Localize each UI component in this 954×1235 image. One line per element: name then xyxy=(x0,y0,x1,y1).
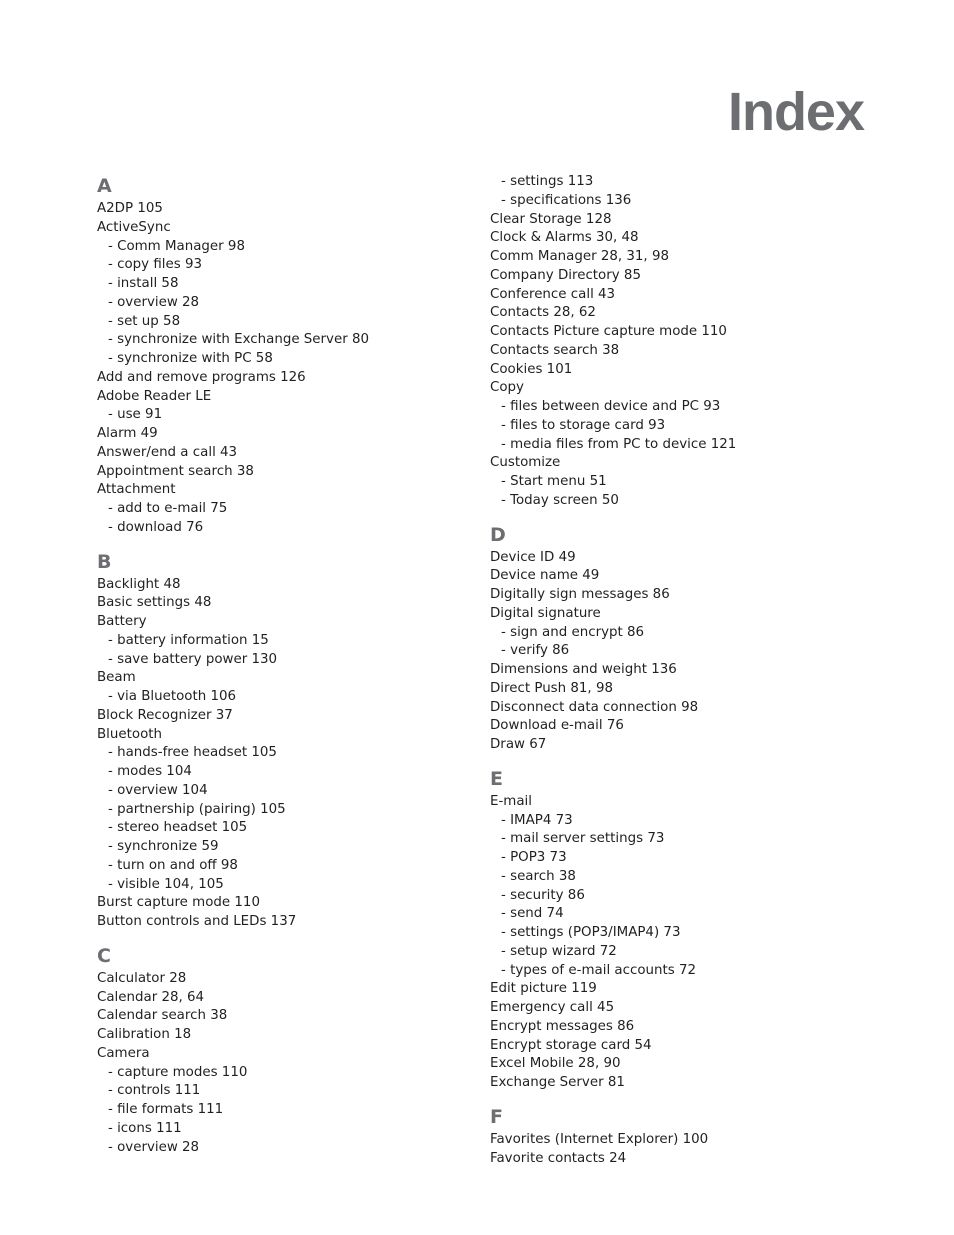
index-entry: Beam xyxy=(97,670,136,686)
index-subentry: - POP3 73 xyxy=(501,850,567,865)
index-entry: A2DP 105 xyxy=(97,201,163,216)
index-subentry: - modes 104 xyxy=(108,764,192,779)
index-entry: Contacts Picture capture mode 110 xyxy=(490,324,727,339)
index-subentry: - settings (POP3/IMAP4) 73 xyxy=(501,925,681,940)
index-section xyxy=(97,173,497,538)
index-entry: Company Directory 85 xyxy=(490,267,641,283)
index-subentry: - hands-free headset 105 xyxy=(108,745,277,761)
index-subentry: - settings 113 xyxy=(501,174,594,189)
index-entry: Digitally sign messages 86 xyxy=(490,587,670,602)
index-subentry: - overview 104 xyxy=(108,782,208,798)
index-subentry: - set up 58 xyxy=(108,313,181,329)
index-section xyxy=(97,943,497,1158)
index-subentry: - Today screen 50 xyxy=(501,492,619,508)
index-subentry: - install 58 xyxy=(108,276,179,291)
section-letter-heading: C xyxy=(97,944,111,967)
index-subentry: - Comm Manager 98 xyxy=(108,238,245,254)
page-title: Index xyxy=(727,82,864,142)
index-column-left xyxy=(97,173,497,1157)
index-section xyxy=(97,549,497,932)
index-entry: Digital signature xyxy=(490,605,601,621)
index-subentry: - sign and encrypt 86 xyxy=(501,624,645,640)
index-entry: ActiveSync xyxy=(97,219,171,235)
index-entry: Calibration 18 xyxy=(97,1027,192,1042)
index-subentry: - via Bluetooth 106 xyxy=(108,689,237,704)
index-subentry: - download 76 xyxy=(108,519,204,535)
index-entry: Copy xyxy=(490,380,524,396)
section-letter-heading: D xyxy=(490,523,506,546)
index-entry: Contacts search 38 xyxy=(490,342,620,358)
index-entry: Comm Manager 28, 31, 98 xyxy=(490,249,669,264)
index-entry: Direct Push 81, 98 xyxy=(490,680,613,696)
index-entry: Battery xyxy=(97,614,147,629)
index-subentry: - battery information 15 xyxy=(108,632,269,648)
index-subentry: - icons 111 xyxy=(108,1120,182,1136)
index-subentry: - synchronize with PC 58 xyxy=(108,351,273,366)
index-subentry: - stereo headset 105 xyxy=(108,820,248,836)
index-subentry: - media files from PC to device 121 xyxy=(501,436,737,452)
index-entry: Emergency call 45 xyxy=(490,1000,615,1015)
index-subentry: - synchronize 59 xyxy=(108,839,219,854)
index-entry: Favorite contacts 24 xyxy=(490,1150,627,1166)
index-entry: Bluetooth xyxy=(97,726,163,742)
index-subentry: - turn on and off 98 xyxy=(108,857,238,873)
index-subentry: - copy files 93 xyxy=(108,257,202,273)
index-subentry: - IMAP4 73 xyxy=(501,812,573,828)
index-subentry: - Start menu 51 xyxy=(501,474,607,489)
index-entry: Button controls and LEDs 137 xyxy=(97,914,297,929)
index-entry: Camera xyxy=(97,1045,150,1061)
index-subentry: - send 74 xyxy=(501,906,564,922)
index-entry: Device name 49 xyxy=(490,568,600,584)
index-entry: Add and remove programs 126 xyxy=(97,369,306,385)
index-subentry: - controls 111 xyxy=(108,1083,201,1099)
index-entry: Conference call 43 xyxy=(490,286,616,302)
index-entry: Customize xyxy=(490,455,561,471)
index-entry: Backlight 48 xyxy=(97,576,181,592)
index-subentry: - partnership (pairing) 105 xyxy=(108,801,286,817)
index-subentry: - use 91 xyxy=(108,407,163,423)
index-entry: Draw 67 xyxy=(490,737,547,752)
index-subentry: - files between device and PC 93 xyxy=(501,399,721,414)
index-subentry: - specifications 136 xyxy=(501,192,632,208)
index-subentry: - visible 104, 105 xyxy=(108,876,224,892)
index-entry: Contacts 28, 62 xyxy=(490,305,596,321)
index-subentry: - add to e-mail 75 xyxy=(108,501,228,516)
index-entry: Encrypt messages 86 xyxy=(490,1018,635,1034)
section-letter-heading: B xyxy=(97,550,112,573)
index-subentry: - files to storage card 93 xyxy=(501,417,666,433)
index-entry: Calendar 28, 64 xyxy=(97,989,205,1005)
index-entry: Attachment xyxy=(97,482,176,498)
index-section xyxy=(490,522,890,755)
index-subentry: - capture modes 110 xyxy=(108,1064,248,1080)
index-section xyxy=(490,766,890,1093)
index-entry: Excel Mobile 28, 90 xyxy=(490,1056,621,1072)
index-entry: Exchange Server 81 xyxy=(490,1075,625,1090)
index-entry: Basic settings 48 xyxy=(97,595,212,611)
index-entry: Appointment search 38 xyxy=(97,463,254,479)
index-subentry: - mail server settings 73 xyxy=(501,831,665,847)
index-subentry: - overview 28 xyxy=(108,294,200,310)
index-entry: E-mail xyxy=(490,793,532,809)
index-section xyxy=(490,173,890,511)
index-entry: Calendar search 38 xyxy=(97,1008,228,1024)
index-entry: Favorites (Internet Explorer) 100 xyxy=(490,1131,709,1147)
index-subentry: - synchronize with Exchange Server 80 xyxy=(108,332,370,348)
index-subentry: - types of e-mail accounts 72 xyxy=(501,962,697,978)
index-subentry: - overview 28 xyxy=(108,1139,200,1155)
index-entry: Cookies 101 xyxy=(490,361,573,377)
index-subentry: - file formats 111 xyxy=(108,1102,224,1117)
index-subentry: - setup wizard 72 xyxy=(501,943,617,959)
index-entry: Adobe Reader LE xyxy=(97,388,212,404)
section-letter-heading: E xyxy=(490,767,503,790)
index-entry: Dimensions and weight 136 xyxy=(490,662,677,677)
index-entry: Clock & Alarms 30, 48 xyxy=(490,230,639,246)
index-entry: Calculator 28 xyxy=(97,970,187,986)
index-entry: Burst capture mode 110 xyxy=(97,895,260,911)
index-entry: Answer/end a call 43 xyxy=(97,444,238,460)
index-section xyxy=(490,1104,890,1169)
index-entry: Clear Storage 128 xyxy=(490,211,612,227)
section-letter-heading: F xyxy=(490,1105,503,1128)
index-entry: Download e-mail 76 xyxy=(490,718,624,734)
index-entry: Disconnect data connection 98 xyxy=(490,699,699,715)
index-column-right xyxy=(490,173,890,1168)
index-subentry: - save battery power 130 xyxy=(108,651,278,667)
index-entry: Alarm 49 xyxy=(97,426,158,441)
index-subentry: - security 86 xyxy=(501,887,585,903)
index-subentry: - search 38 xyxy=(501,868,576,884)
index-entry: Edit picture 119 xyxy=(490,981,597,997)
section-letter-heading: A xyxy=(97,175,112,197)
index-entry: Encrypt storage card 54 xyxy=(490,1037,652,1053)
index-entry: Block Recognizer 37 xyxy=(97,707,233,723)
index-entry: Device ID 49 xyxy=(490,549,576,565)
index-subentry: - verify 86 xyxy=(501,643,570,659)
